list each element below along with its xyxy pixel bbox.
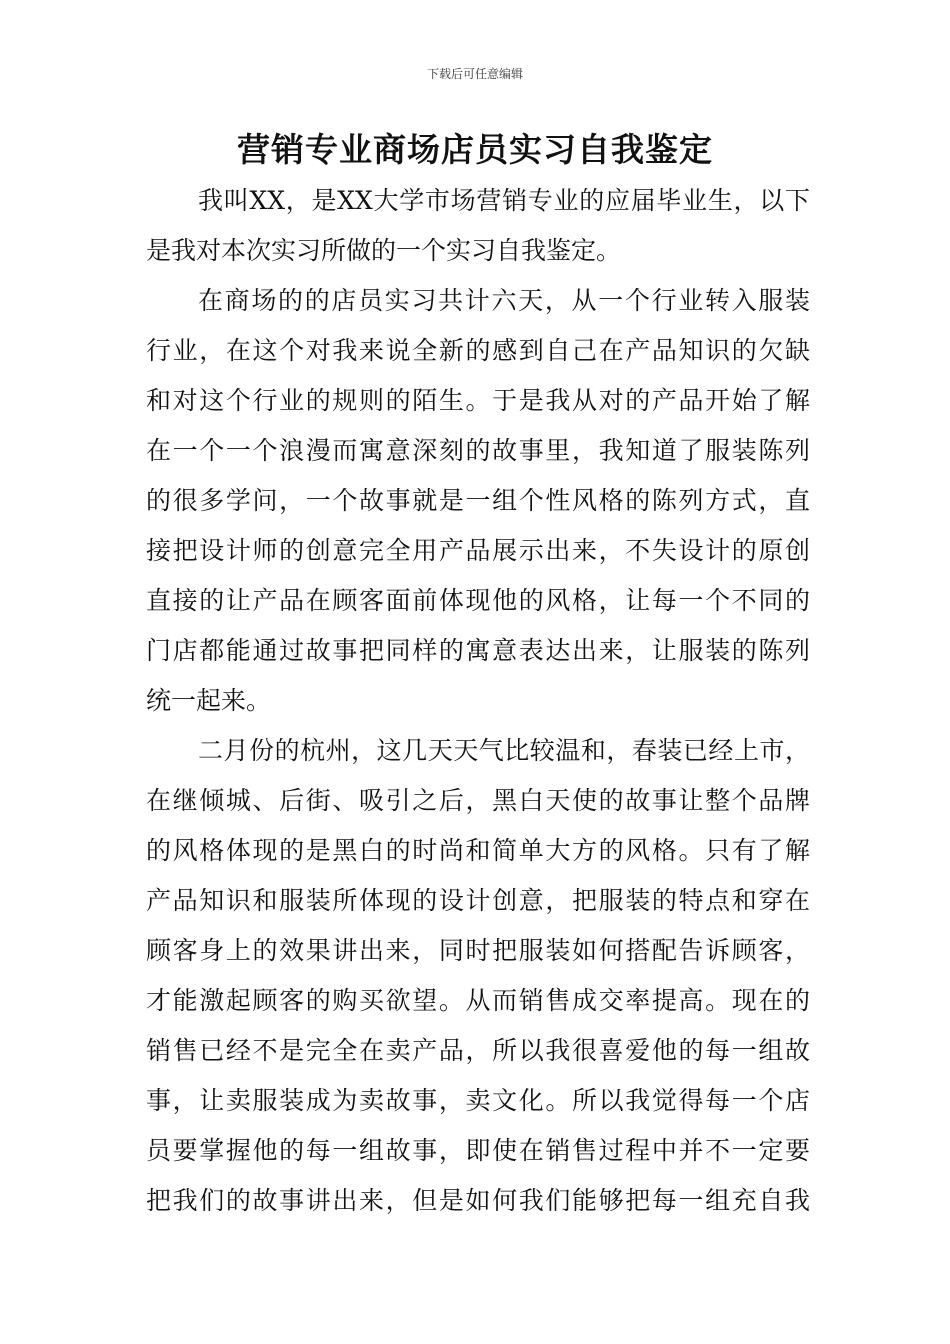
paragraph-line: 在继倾城、后街、吸引之后，黑白天使的故事让整个品牌	[146, 786, 810, 815]
paragraph-line: 才能激起顾客的购买欲望。从而销售成交率提高。现在的	[146, 986, 810, 1015]
paragraph-2	[146, 276, 810, 726]
paragraph-line: 销售已经不是完全在卖产品，所以我很喜爱他的每一组故	[146, 1036, 810, 1065]
paragraph-line: 在一个一个浪漫而寓意深刻的故事里，我知道了服装陈列	[146, 436, 810, 465]
paragraph-line: 的很多学问，一个故事就是一组个性风格的陈列方式，直	[146, 486, 810, 515]
header-note: 下载后可任意编辑	[426, 67, 523, 81]
paragraph-line: 接把设计师的创意完全用产品展示出来，不失设计的原创	[146, 536, 810, 565]
paragraph-line: 产品知识和服装所体现的设计创意，把服装的特点和穿在	[146, 886, 810, 915]
paragraph-line: 把我们的故事讲出来，但是如何我们能够把每一组充自我	[146, 1186, 810, 1215]
paragraph-line: 二月份的杭州，这几天天气比较温和，春装已经上市，	[198, 736, 810, 765]
paragraph-line: 是我对本次实习所做的一个实习自我鉴定。	[146, 236, 622, 265]
paragraph-1	[146, 176, 810, 276]
paragraph-line: 统一起来。	[146, 686, 272, 715]
paragraph-line: 员要掌握他的每一组故事，即使在销售过程中并不一定要	[146, 1136, 810, 1165]
document-body	[146, 176, 810, 1226]
paragraph-line: 的风格体现的是黑白的时尚和简单大方的风格。只有了解	[146, 836, 810, 865]
paragraph-3	[146, 726, 810, 1226]
document-title: 营销专业商场店员实习自我鉴定	[237, 130, 713, 169]
paragraph-line: 顾客身上的效果讲出来，同时把服装如何搭配告诉顾客，	[146, 936, 810, 965]
paragraph-line: 门店都能通过故事把同样的寓意表达出来，让服装的陈列	[146, 636, 810, 665]
paragraph-line: 直接的让产品在顾客面前体现他的风格，让每一个不同的	[146, 586, 810, 615]
paragraph-line: 事，让卖服装成为卖故事，卖文化。所以我觉得每一个店	[146, 1086, 810, 1115]
paragraph-line: 我叫XX，是XX大学市场营销专业的应届毕业生，以下	[198, 186, 810, 215]
paragraph-line: 行业，在这个对我来说全新的感到自己在产品知识的欠缺	[146, 336, 810, 365]
paragraph-line: 和对这个行业的规则的陌生。于是我从对的产品开始了解	[146, 386, 810, 415]
paragraph-line: 在商场的的店员实习共计六天，从一个行业转入服装	[198, 286, 810, 315]
